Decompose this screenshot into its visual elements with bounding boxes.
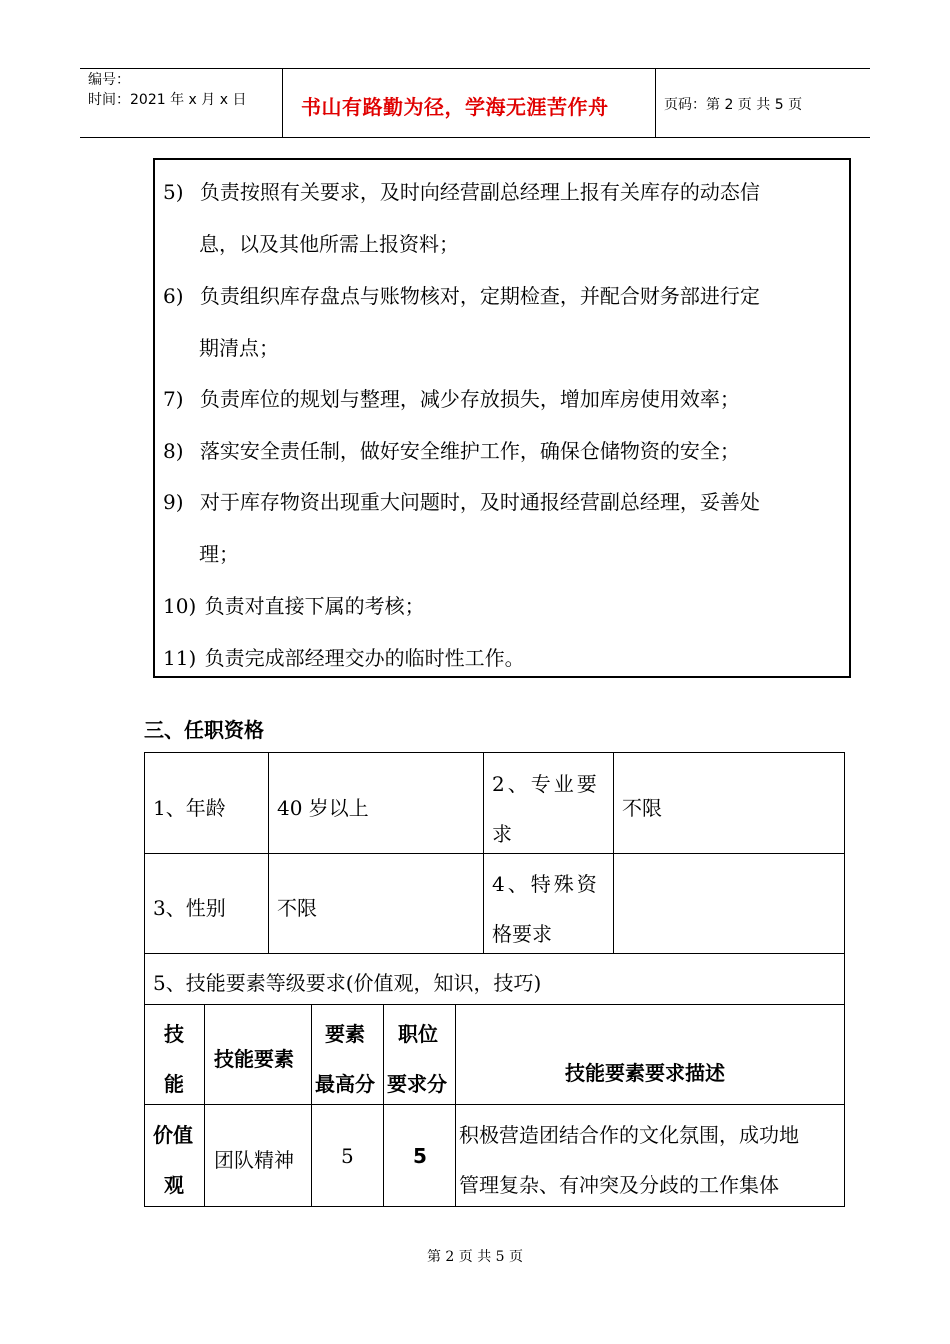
qualification-table: [144, 752, 845, 1207]
header-info: [80, 69, 283, 137]
page-header: [80, 68, 870, 138]
column-skill-top: 技: [164, 1022, 184, 1046]
table-rule: [311, 1004, 312, 1206]
duty-number: 6): [163, 284, 184, 308]
column-skill-bottom: 能: [164, 1072, 184, 1096]
duty-text: 对于库存物资出现重大问题时，及时通报经营副总经理，妥善处: [199, 490, 760, 514]
column-max-score-bottom: 最高分: [315, 1072, 375, 1096]
table-rule: [613, 753, 614, 953]
column-skill-element: 技能要素: [214, 1047, 294, 1071]
document-date: 时间：2021 年 x 月 x 日: [88, 92, 247, 108]
gender-value: 不限: [277, 896, 317, 920]
skills-heading: 5、技能要素等级要求(价值观，知识，技巧): [153, 971, 542, 995]
duty-text: 负责按照有关要求，及时向经营副总经理上报有关库存的动态信: [199, 180, 760, 204]
duty-item: [163, 166, 760, 218]
table-rule: [383, 1004, 384, 1206]
page-number-info: 页码：第 2 页 共 5 页: [664, 97, 803, 113]
section-title: 三、任职资格: [144, 718, 264, 742]
duty-item: [163, 632, 525, 684]
duty-item: [163, 270, 760, 322]
age-label: 1、年龄: [153, 796, 226, 820]
duty-text: 负责对直接下属的考核；: [204, 594, 425, 618]
header-motto: 书山有路勤为径，学海无涯苦作舟: [301, 95, 609, 119]
table-rule: [455, 1004, 456, 1206]
table-rule: [483, 753, 484, 953]
duty-text-continued: 期清点；: [199, 336, 279, 360]
document-number-label: 编号：: [88, 72, 130, 88]
duty-item: [163, 476, 760, 528]
duties-box: [153, 158, 851, 678]
table-rule: [204, 1004, 205, 1206]
table-rule: [145, 853, 844, 854]
age-value: 40 岁以上: [277, 796, 369, 820]
duty-item: [163, 580, 425, 632]
duty-text-continued: 息，以及其他所需上报资料；: [199, 232, 459, 256]
duty-number: 8): [163, 439, 184, 463]
major-label-continued: 求: [492, 822, 512, 846]
special-qualification-label: 4、特殊资: [492, 872, 600, 896]
duty-item: [163, 425, 740, 477]
duty-number: 11): [163, 646, 197, 670]
column-required-score-bottom: 要求分: [387, 1072, 447, 1096]
table-rule: [268, 753, 269, 953]
skill-element: 团队精神: [214, 1148, 294, 1172]
table-rule: [145, 1104, 844, 1105]
skill-required-score: 5: [413, 1144, 427, 1168]
major-value: 不限: [622, 796, 662, 820]
column-description: 技能要素要求描述: [565, 1061, 725, 1085]
duty-number: 7): [163, 387, 184, 411]
duty-text: 负责库位的规划与整理，减少存放损失，增加库房使用效率；: [199, 387, 740, 411]
special-qualification-label-continued: 格要求: [492, 922, 552, 946]
duty-item: [163, 373, 740, 425]
duty-number: 10): [163, 594, 197, 618]
column-max-score-top: 要素: [325, 1022, 365, 1046]
duty-text: 负责完成部经理交办的临时性工作。: [204, 646, 525, 670]
skill-description-continued: 管理复杂、有冲突及分歧的工作集体: [459, 1173, 779, 1197]
gender-label: 3、性别: [153, 896, 226, 920]
header-motto-cell: [283, 69, 656, 137]
skill-category-top: 价值: [153, 1123, 193, 1147]
page-footer: 第 2 页 共 5 页: [426, 1249, 524, 1265]
duty-text: 负责组织库存盘点与账物核对，定期检查，并配合财务部进行定: [199, 284, 760, 308]
duty-number: 9): [163, 490, 184, 514]
duty-number: 5): [163, 180, 184, 204]
duty-text: 落实安全责任制，做好安全维护工作，确保仓储物资的安全；: [199, 439, 740, 463]
table-rule: [145, 1004, 844, 1005]
duty-text-continued: 理；: [199, 542, 239, 566]
skill-max-score: 5: [341, 1144, 354, 1168]
table-rule: [145, 953, 844, 954]
skill-description: 积极营造团结合作的文化氛围，成功地: [459, 1123, 799, 1147]
column-required-score-top: 职位: [398, 1022, 438, 1046]
skill-category-bottom: 观: [164, 1173, 184, 1197]
major-label: 2、专业要: [492, 772, 600, 796]
